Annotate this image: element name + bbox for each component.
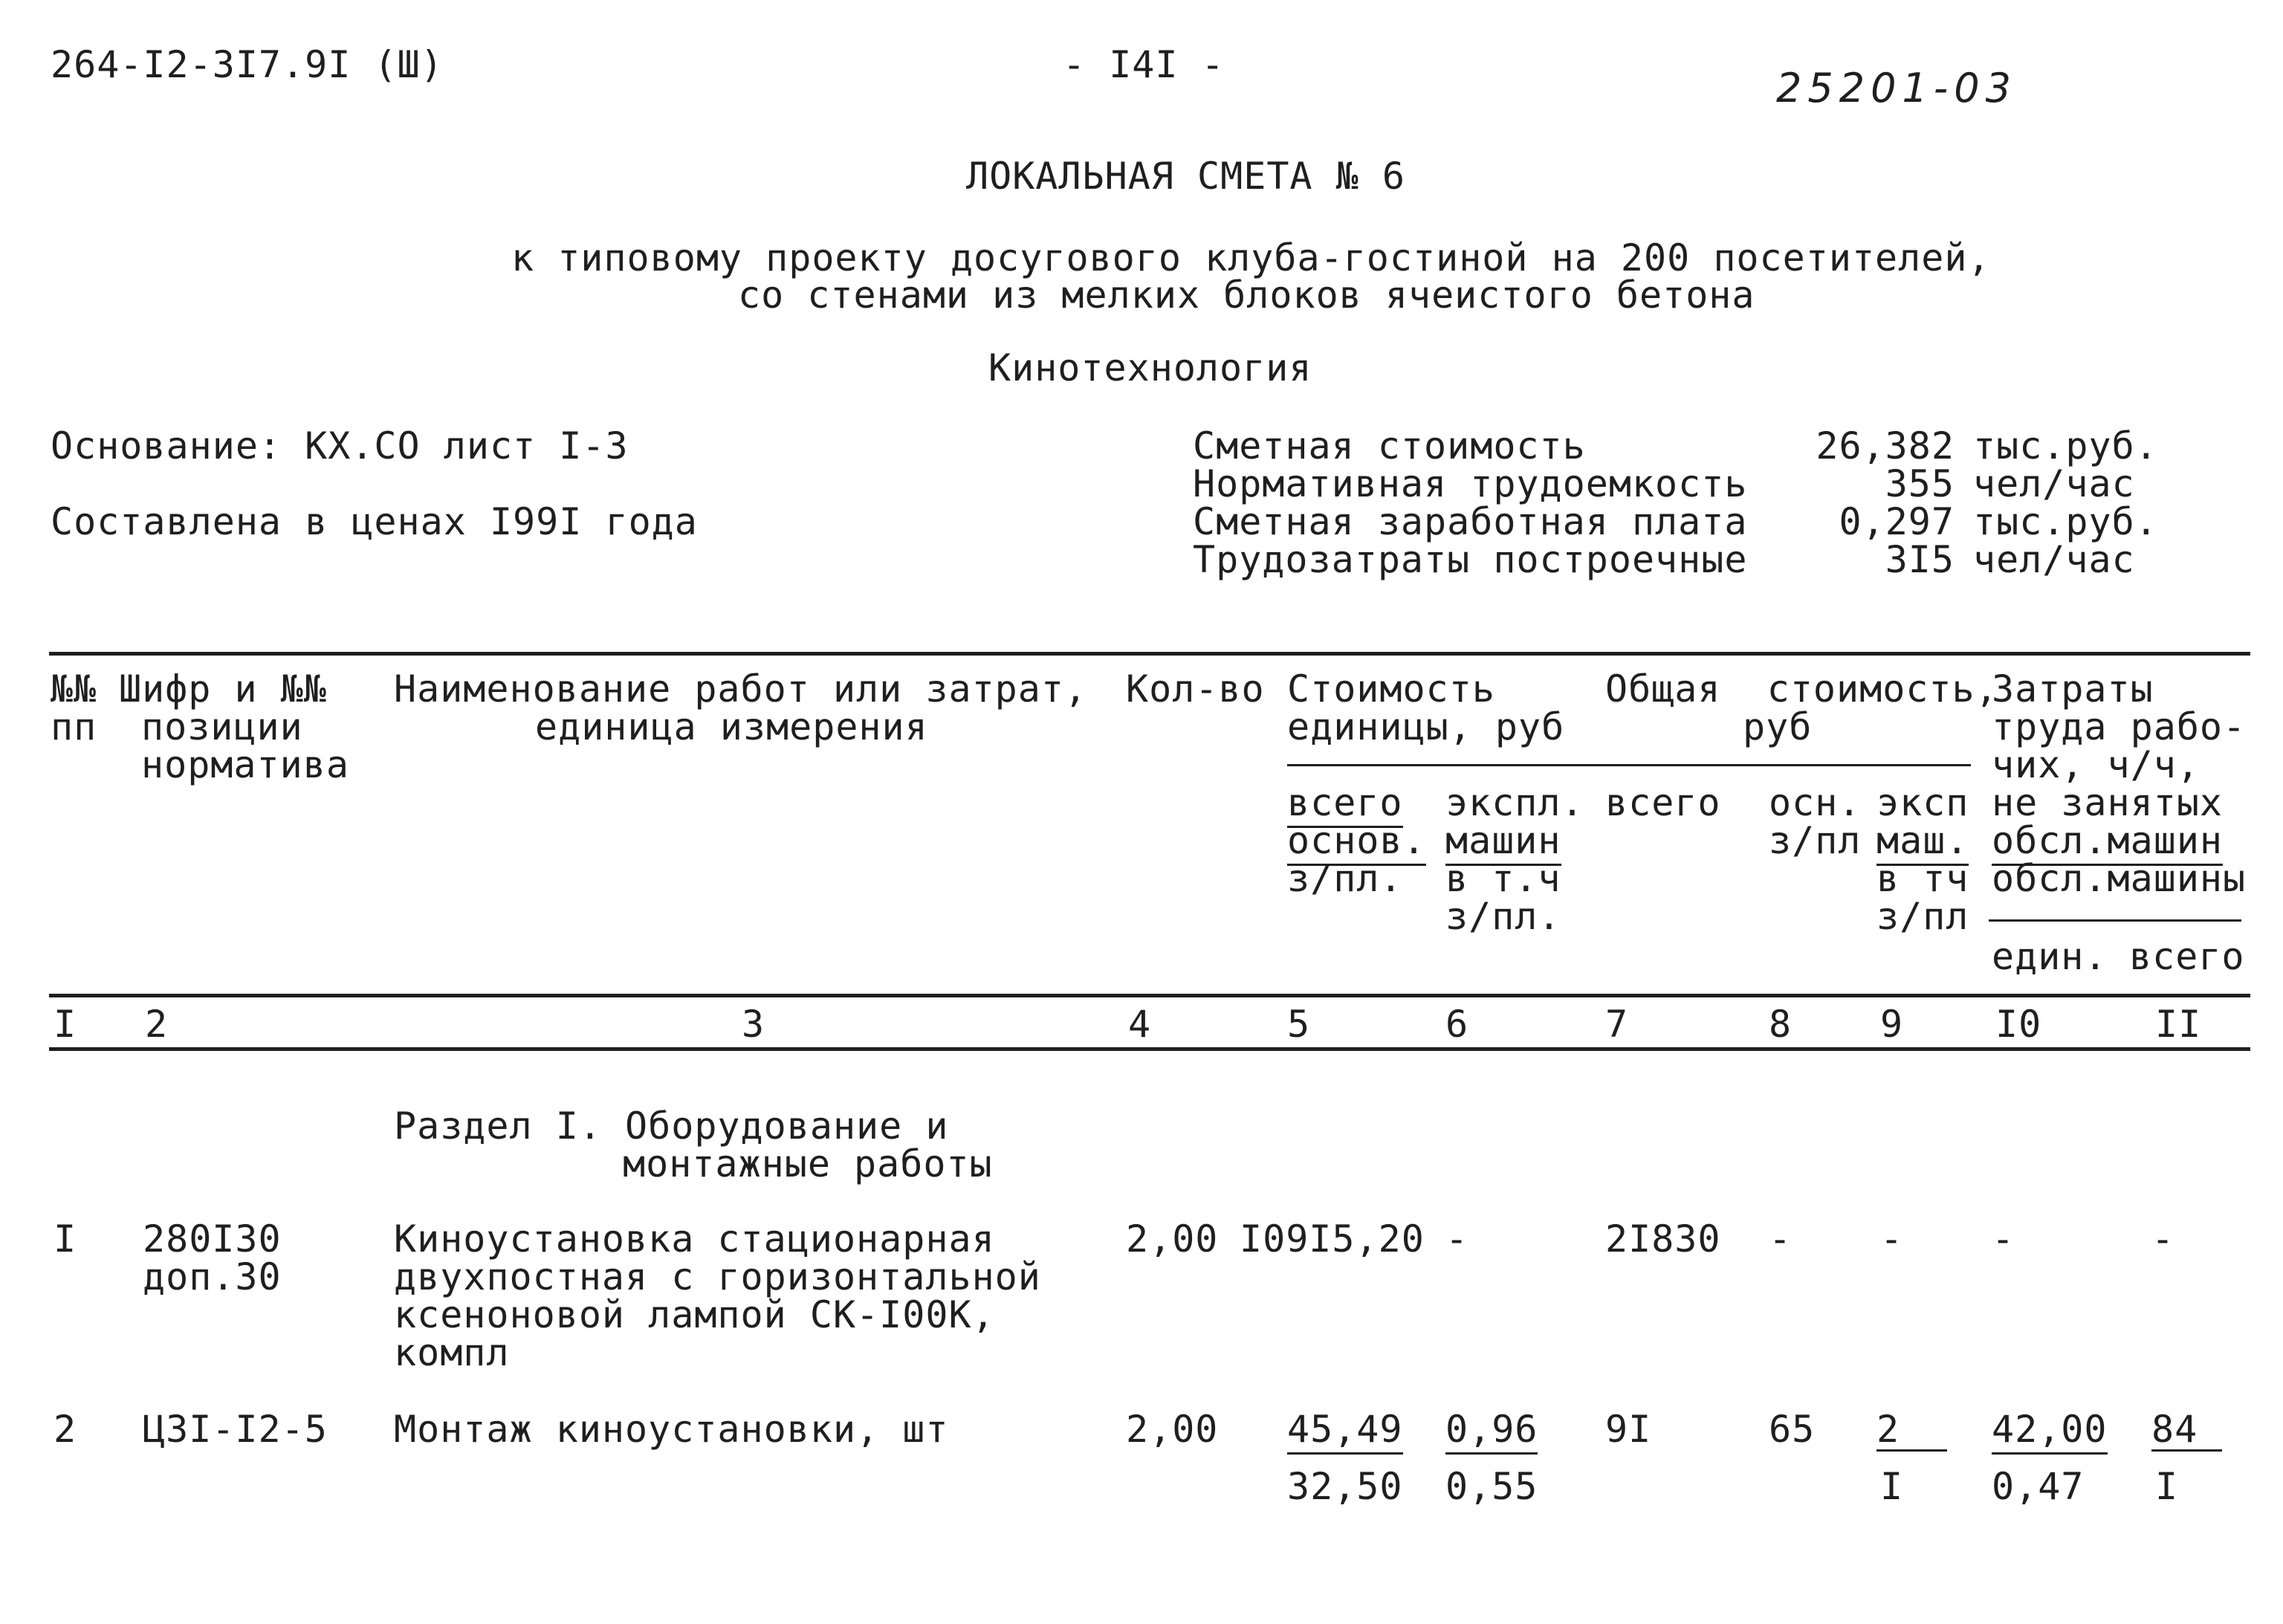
column-number: II — [2155, 1003, 2202, 1046]
document-title: ЛОКАЛЬНАЯ СМЕТА № 6 — [966, 155, 1405, 198]
header-col-2: Шифр и №№ — [119, 667, 327, 711]
header-col-6: экспл. — [1445, 781, 1584, 824]
column-number: 6 — [1445, 1003, 1469, 1046]
row-machine-wages: I — [1880, 1465, 1904, 1508]
row-quantity: 2,00 — [1126, 1217, 1219, 1261]
row-machine-total-value: 2 — [1876, 1411, 1947, 1452]
row-labor-machine-unit: 0,47 — [1992, 1465, 2085, 1508]
column-number: 7 — [1605, 1003, 1629, 1046]
summary-value: 3I5 — [1885, 538, 1955, 581]
document-subtitle-line-2: со стенами из мелких блоков ячеистого бетона — [738, 274, 1755, 317]
summary-unit: тыс.руб. — [1973, 500, 2158, 543]
header-col-10-11 — [1992, 819, 2224, 862]
row-machine-total: - — [1880, 1217, 1904, 1261]
header-unit-cost: единицы, руб — [1287, 705, 1565, 748]
header-col-3: Наименование работ или затрат, — [394, 667, 1088, 711]
header-col-8: осн. — [1769, 781, 1862, 824]
header-col-9: в тч — [1876, 857, 1969, 900]
header-machine-service: обсл.машин — [1992, 819, 2223, 866]
cost-subheader-rule — [1287, 764, 1971, 766]
price-base-year: Составлена в ценах I99I года — [51, 500, 698, 543]
row-name: двухпостная с горизонтальной — [394, 1255, 1041, 1298]
header-col-5 — [1287, 781, 1403, 824]
row-machine-total — [1876, 1408, 1947, 1452]
row-unit-cost — [1287, 1408, 1403, 1451]
header-col-5 — [1287, 819, 1426, 862]
header-total-cost: Общая стоимость, — [1605, 667, 1998, 711]
header-col-9-machines: маш. — [1876, 819, 1969, 866]
header-col-10: един. — [1992, 935, 2108, 978]
header-col-5-total: всего — [1287, 781, 1403, 828]
row-number: 2 — [54, 1408, 77, 1451]
row-unit-cost-total: 45,49 — [1287, 1408, 1403, 1455]
header-col-1: №№ — [51, 667, 97, 711]
labor-subheader-rule — [1989, 919, 2241, 922]
summary-value: 26,382 — [1816, 424, 1955, 468]
row-wages: - — [1769, 1217, 1793, 1261]
row-unit-cost-wages: 32,50 — [1287, 1465, 1403, 1508]
header-col-6: в т.ч — [1445, 857, 1561, 900]
header-col-9: з/пл — [1876, 895, 1969, 938]
header-labor: Затраты — [1992, 667, 2154, 711]
row-quantity: 2,00 — [1126, 1408, 1219, 1451]
column-number: 4 — [1128, 1003, 1152, 1046]
header-col-10-11: обсл.машины — [1992, 857, 2247, 900]
table-section-title: Раздел I. Оборудование и — [394, 1104, 949, 1148]
row-machine-cost-total: 0,96 — [1445, 1408, 1538, 1455]
summary-label: Трудозатраты построечные — [1193, 538, 1748, 581]
header-col-9 — [1876, 819, 1969, 862]
header-col-7: всего — [1605, 781, 1721, 824]
column-numbers-rule — [49, 1047, 2250, 1051]
table-top-rule — [49, 652, 2250, 656]
row-machine-cost — [1445, 1408, 1538, 1451]
row-labor-total — [2151, 1408, 2222, 1452]
header-labor: чих, ч/ч, — [1992, 743, 2200, 786]
row-machine-cost-wages: 0,55 — [1445, 1465, 1538, 1508]
row-unit-cost: I09I5,20 — [1240, 1217, 1425, 1261]
row-number: I — [54, 1217, 77, 1261]
document-subtitle-line-1: к типовому проекту досугового клуба-гостиной на 200 посетителей, — [511, 236, 1991, 279]
column-number: I0 — [1995, 1003, 2042, 1046]
header-unit-cost: Стоимость — [1287, 667, 1495, 711]
header-col-2: позиции — [141, 705, 303, 748]
row-name: ксеноновой лампой СК-I00К, — [394, 1293, 995, 1336]
table-section-title: монтажные работы — [623, 1142, 993, 1185]
header-col-6-machines: машин — [1445, 819, 1561, 866]
row-code: 280I30 — [143, 1217, 282, 1261]
summary-value: 355 — [1885, 462, 1955, 505]
header-col-11: всего — [2129, 935, 2245, 978]
summary-unit: чел/час — [1973, 538, 2135, 581]
row-labor-unit-value: 42,00 — [1992, 1408, 2108, 1455]
header-col-9: эксп — [1876, 781, 1969, 824]
summary-label: Сметная заработная плата — [1193, 500, 1748, 543]
row-wages: 65 — [1769, 1408, 1816, 1451]
summary-label: Сметная стоимость — [1193, 424, 1586, 468]
row-total: 9I — [1605, 1408, 1652, 1451]
row-labor-unit — [1992, 1408, 2108, 1451]
summary-value: 0,297 — [1839, 500, 1955, 543]
header-col-5: з/пл. — [1287, 857, 1403, 900]
header-bottom-rule — [49, 994, 2250, 997]
summary-label: Нормативная трудоемкость — [1193, 462, 1748, 505]
column-number: 3 — [742, 1003, 765, 1046]
header-labor: труда рабо- — [1992, 705, 2247, 748]
row-total: 2I830 — [1605, 1217, 1721, 1261]
header-col-6: з/пл. — [1445, 895, 1561, 938]
column-number: 9 — [1880, 1003, 1904, 1046]
summary-unit: чел/час — [1973, 462, 2135, 505]
header-col-2: норматива — [141, 743, 349, 786]
header-col-6 — [1445, 819, 1561, 862]
column-number: 5 — [1287, 1003, 1311, 1046]
row-code: Ц3I-I2-5 — [143, 1408, 328, 1451]
row-name: Монтаж киноустановки, шт — [394, 1408, 949, 1451]
header-col-4: Кол-во — [1126, 667, 1265, 711]
header-col-5-base: основ. — [1287, 819, 1426, 866]
row-labor-unit: - — [1992, 1217, 2015, 1261]
row-name: компл — [394, 1331, 510, 1374]
document-code: 264-I2-3I7.9I (Ш) — [51, 43, 444, 86]
row-code: доп.30 — [143, 1255, 282, 1298]
handwritten-number: 25201-03 — [1776, 65, 2017, 111]
header-col-1: пп — [51, 705, 97, 748]
column-number: 8 — [1769, 1003, 1793, 1046]
header-col-3: единица измерения — [535, 705, 928, 748]
basis-reference: Основание: КХ.СО лист I-3 — [51, 424, 629, 468]
column-number: 2 — [145, 1003, 169, 1046]
row-labor-total-value: 84 — [2151, 1411, 2222, 1452]
row-machine-cost: - — [1445, 1217, 1469, 1261]
page-number: - I4I - — [1063, 43, 1225, 86]
header-col-8: з/пл — [1769, 819, 1862, 862]
row-labor-total: - — [2151, 1217, 2175, 1261]
summary-unit: тыс.руб. — [1973, 424, 2158, 468]
section-heading: Кинотехнология — [988, 346, 1312, 389]
column-number: I — [54, 1003, 77, 1046]
row-name: Киноустановка стационарная — [394, 1217, 995, 1261]
header-total-cost: руб — [1743, 705, 1813, 748]
row-labor-machine-total: I — [2155, 1465, 2179, 1508]
header-labor: не занятых — [1992, 781, 2224, 824]
